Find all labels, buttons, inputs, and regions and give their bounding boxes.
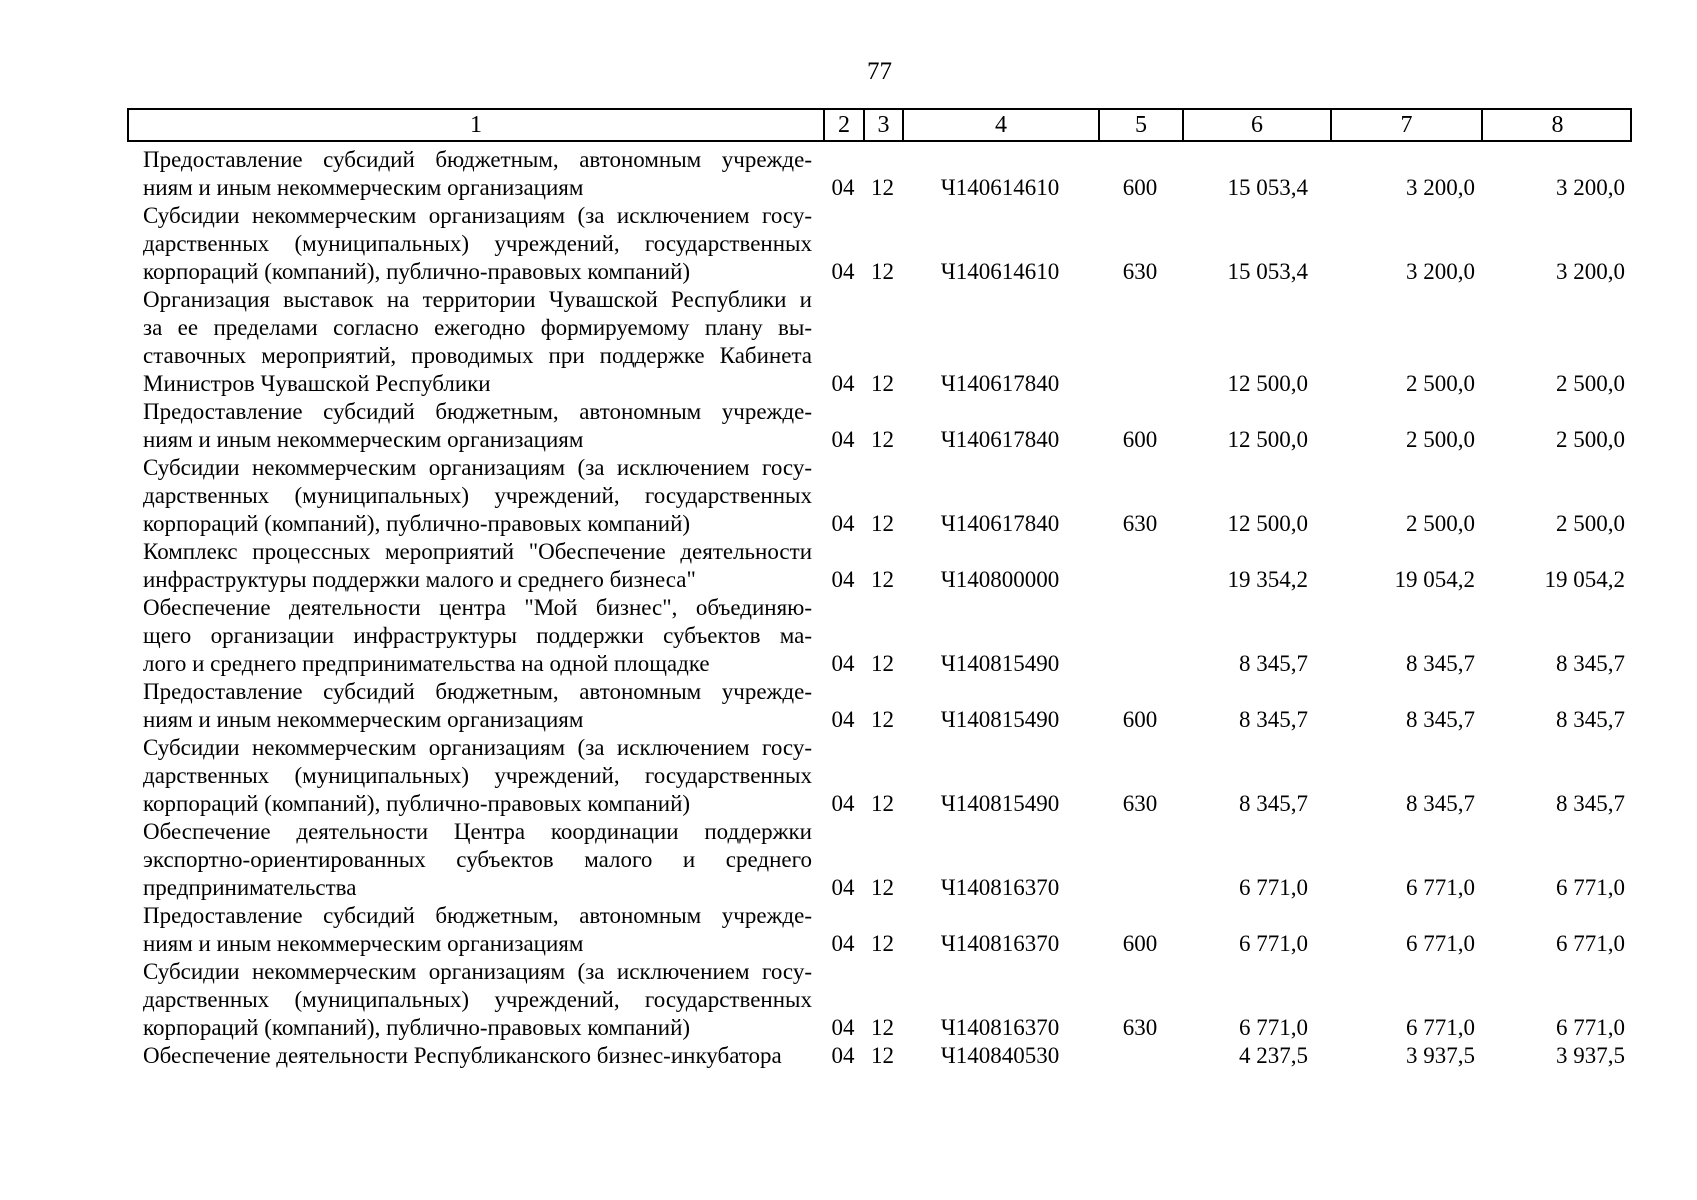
amount-col6: 8 345,7 — [1239, 651, 1308, 676]
amount-col6: 8 345,7 — [1239, 707, 1308, 732]
amount-col6: 6 771,0 — [1239, 875, 1308, 900]
label-line: Министров Чувашской Республики — [143, 371, 491, 396]
label-line: ниям и иным некоммерческим организациям — [143, 707, 584, 732]
label-line: Субсидии некоммерческим организациям (за исключением госу- — [143, 455, 812, 480]
label-line: корпораций (компаний), публично-правовых компаний) — [143, 511, 691, 536]
csr-code: Ч140617840 — [940, 371, 1060, 396]
table-row — [127, 286, 1632, 398]
amount-col7: 2 500,0 — [1406, 371, 1475, 396]
amount-col8: 19 054,2 — [1544, 567, 1625, 592]
pr-code: 12 — [871, 875, 894, 900]
label-line: Обеспечение деятельности Центра координации поддержки — [143, 819, 812, 844]
column-header-6: 6 — [1182, 110, 1330, 140]
table-row — [127, 454, 1632, 538]
csr-code: Ч140614610 — [940, 259, 1060, 284]
csr-code: Ч140815490 — [940, 651, 1060, 676]
page-number: 77 — [867, 58, 892, 85]
table-row — [127, 818, 1632, 902]
amount-col8: 8 345,7 — [1556, 791, 1625, 816]
amount-col8: 6 771,0 — [1556, 1015, 1625, 1040]
amount-col7: 3 200,0 — [1406, 175, 1475, 200]
csr-code: Ч140614610 — [940, 175, 1060, 200]
label-line: экспортно-ориентированных субъектов малого и среднего — [143, 847, 812, 872]
column-header-1: 1 — [470, 111, 482, 138]
pr-code: 12 — [871, 567, 894, 592]
table-row — [127, 734, 1632, 818]
rz-code: 04 — [831, 511, 855, 536]
amount-col6: 12 500,0 — [1227, 511, 1308, 536]
amount-col7: 6 771,0 — [1406, 875, 1475, 900]
row-label — [127, 1042, 823, 1070]
amount-col7: 6 771,0 — [1406, 1015, 1475, 1040]
pr-code: 12 — [871, 651, 894, 676]
column-header-4: 4 — [902, 110, 1098, 140]
row-label — [127, 818, 823, 902]
row-label — [127, 538, 823, 594]
rz-code: 04 — [831, 371, 855, 396]
amount-col8: 6 771,0 — [1556, 931, 1625, 956]
amount-col8: 2 500,0 — [1556, 427, 1625, 452]
vr-code: 600 — [1122, 175, 1158, 200]
column-header-3: 3 — [863, 110, 902, 140]
row-label — [127, 202, 823, 286]
label-line: лого и среднего предпринимательства на одной площадке — [143, 651, 710, 676]
rz-code: 04 — [831, 875, 855, 900]
label-line: Предоставление субсидий бюджетным, автономным учрежде- — [143, 679, 812, 704]
column-header-2: 2 — [823, 110, 863, 140]
label-line: щего организации инфраструктуры поддержки субъектов ма- — [143, 623, 812, 648]
label-line: дарственных (муниципальных) учреждений, государственных — [143, 987, 812, 1012]
amount-col7: 8 345,7 — [1406, 651, 1475, 676]
amount-col6: 15 053,4 — [1227, 175, 1308, 200]
amount-col7: 3 200,0 — [1406, 259, 1475, 284]
column-header-8: 8 — [1481, 110, 1632, 140]
amount-col7: 2 500,0 — [1406, 427, 1475, 452]
label-line: инфраструктуры поддержки малого и среднего бизнеса" — [143, 567, 696, 592]
amount-col8: 6 771,0 — [1556, 875, 1625, 900]
column-header-5: 5 — [1098, 110, 1182, 140]
vr-code: 600 — [1122, 707, 1158, 732]
csr-code: Ч140617840 — [940, 427, 1060, 452]
row-label — [127, 286, 823, 398]
row-label — [127, 678, 823, 734]
label-line: ниям и иным некоммерческим организациям — [143, 175, 584, 200]
amount-col8: 3 200,0 — [1556, 175, 1625, 200]
table-row — [127, 902, 1632, 958]
table-row — [127, 678, 1632, 734]
table-row — [127, 594, 1632, 678]
amount-col6: 6 771,0 — [1239, 1015, 1308, 1040]
vr-code: 600 — [1122, 427, 1158, 452]
amount-col7: 8 345,7 — [1406, 707, 1475, 732]
label-line: ниям и иным некоммерческим организациям — [143, 931, 584, 956]
label-line: корпораций (компаний), публично-правовых компаний) — [143, 259, 691, 284]
amount-col7: 3 937,5 — [1406, 1043, 1475, 1068]
label-line: Предоставление субсидий бюджетным, автономным учрежде- — [143, 399, 812, 424]
table-row — [127, 538, 1632, 594]
amount-col8: 3 200,0 — [1556, 259, 1625, 284]
label-line: дарственных (муниципальных) учреждений, государственных — [143, 763, 812, 788]
row-label — [127, 734, 823, 818]
rz-code: 04 — [831, 1015, 855, 1040]
label-line: Предоставление субсидий бюджетным, автономным учрежде- — [143, 147, 812, 172]
amount-col6: 8 345,7 — [1239, 791, 1308, 816]
rz-code: 04 — [831, 1043, 855, 1068]
pr-code: 12 — [871, 175, 894, 200]
amount-col6: 6 771,0 — [1239, 931, 1308, 956]
label-line: Субсидии некоммерческим организациям (за исключением госу- — [143, 735, 812, 760]
rz-code: 04 — [831, 651, 855, 676]
row-label — [127, 146, 823, 202]
label-line: Комплекс процессных мероприятий "Обеспечение деятельности — [143, 539, 812, 564]
pr-code: 12 — [871, 371, 894, 396]
pr-code: 12 — [871, 791, 894, 816]
amount-col6: 12 500,0 — [1227, 371, 1308, 396]
pr-code: 12 — [871, 1043, 894, 1068]
amount-col8: 3 937,5 — [1556, 1043, 1625, 1068]
label-line: корпораций (компаний), публично-правовых компаний) — [143, 1015, 691, 1040]
rz-code: 04 — [831, 791, 855, 816]
table-row — [127, 958, 1632, 1042]
pr-code: 12 — [871, 931, 894, 956]
vr-code: 630 — [1122, 259, 1158, 284]
amount-col6: 15 053,4 — [1227, 259, 1308, 284]
amount-col8: 8 345,7 — [1556, 651, 1625, 676]
label-line: Организация выставок на территории Чувашской Республики и — [143, 287, 812, 312]
pr-code: 12 — [871, 511, 894, 536]
rz-code: 04 — [831, 931, 855, 956]
row-label — [127, 454, 823, 538]
rz-code: 04 — [831, 707, 855, 732]
amount-col7: 8 345,7 — [1406, 791, 1475, 816]
table-row — [127, 398, 1632, 454]
table-body — [127, 146, 1632, 1070]
csr-code: Ч140816370 — [940, 931, 1060, 956]
amount-col6: 19 354,2 — [1227, 567, 1308, 592]
vr-code: 630 — [1122, 511, 1158, 536]
amount-col7: 6 771,0 — [1406, 931, 1475, 956]
amount-col7: 2 500,0 — [1406, 511, 1475, 536]
rz-code: 04 — [831, 259, 855, 284]
rz-code: 04 — [831, 567, 855, 592]
row-label — [127, 958, 823, 1042]
vr-code: 600 — [1122, 931, 1158, 956]
csr-code: Ч140816370 — [940, 1015, 1060, 1040]
csr-code: Ч140800000 — [940, 567, 1060, 592]
table-header-row — [127, 108, 1632, 142]
amount-col6: 4 237,5 — [1239, 1043, 1308, 1068]
amount-col8: 2 500,0 — [1556, 511, 1625, 536]
label-line: Обеспечение деятельности Республиканского бизнес-инкубатора — [143, 1043, 782, 1068]
label-line: ниям и иным некоммерческим организациям — [143, 427, 584, 452]
pr-code: 12 — [871, 259, 894, 284]
amount-col8: 2 500,0 — [1556, 371, 1625, 396]
pr-code: 12 — [871, 1015, 894, 1040]
amount-col8: 8 345,7 — [1556, 707, 1625, 732]
column-header-7: 7 — [1330, 110, 1481, 140]
label-line: Обеспечение деятельности центра "Мой бизнес", объединяю- — [143, 595, 812, 620]
csr-code: Ч140815490 — [940, 791, 1060, 816]
pr-code: 12 — [871, 427, 894, 452]
row-label — [127, 398, 823, 454]
rz-code: 04 — [831, 427, 855, 452]
label-line: дарственных (муниципальных) учреждений, государственных — [143, 483, 812, 508]
csr-code: Ч140617840 — [940, 511, 1060, 536]
amount-col7: 19 054,2 — [1394, 567, 1475, 592]
label-line: Предоставление субсидий бюджетным, автономным учрежде- — [143, 903, 812, 928]
vr-code: 630 — [1122, 791, 1158, 816]
row-label — [127, 594, 823, 678]
table-row — [127, 146, 1632, 202]
pr-code: 12 — [871, 707, 894, 732]
table-row — [127, 1042, 1632, 1070]
csr-code: Ч140816370 — [940, 875, 1060, 900]
vr-code: 630 — [1122, 1015, 1158, 1040]
row-label — [127, 902, 823, 958]
label-line: дарственных (муниципальных) учреждений, государственных — [143, 231, 812, 256]
label-line: ставочных мероприятий, проводимых при поддержке Кабинета — [143, 343, 812, 368]
csr-code: Ч140815490 — [940, 707, 1060, 732]
csr-code: Ч140840530 — [940, 1043, 1060, 1068]
rz-code: 04 — [831, 175, 855, 200]
label-line: корпораций (компаний), публично-правовых компаний) — [143, 791, 691, 816]
label-line: Субсидии некоммерческим организациям (за исключением госу- — [143, 959, 812, 984]
label-line: за ее пределами согласно ежегодно формируемому плану вы- — [143, 315, 812, 340]
label-line: Субсидии некоммерческим организациям (за исключением госу- — [143, 203, 812, 228]
label-line: предпринимательства — [143, 875, 357, 900]
amount-col6: 12 500,0 — [1227, 427, 1308, 452]
table-row — [127, 202, 1632, 286]
